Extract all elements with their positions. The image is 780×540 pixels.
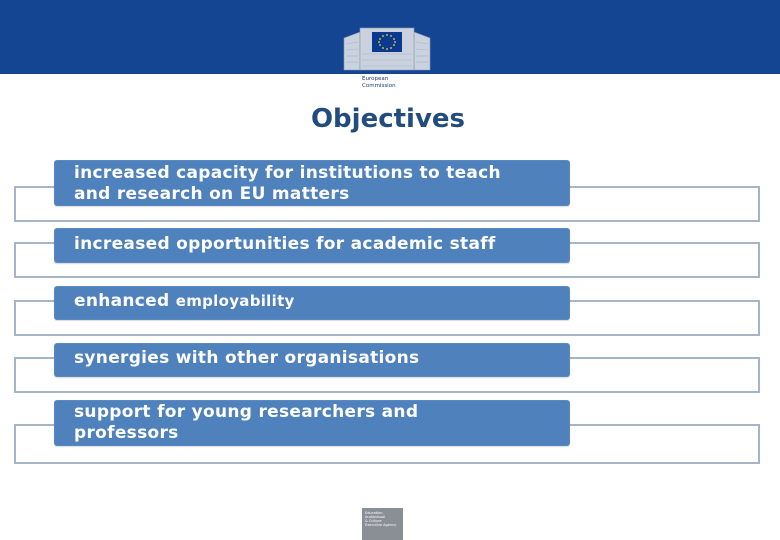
objective-bar <box>54 228 570 263</box>
objective-text-line: support for young researchers and <box>74 402 419 422</box>
logo-text-line: Commission <box>362 82 396 89</box>
slide-title-text: Objectives <box>310 104 466 134</box>
footer-logo-line: Executive Agency <box>365 523 397 527</box>
objective-text: enhanced <box>74 291 176 311</box>
slide-title <box>0 104 780 134</box>
objective-text-line: increased capacity for institutions to teach <box>74 163 501 183</box>
objective-item <box>14 343 760 393</box>
footer-logo-text <box>365 511 403 527</box>
objective-item <box>14 228 760 278</box>
objective-text-small: employability <box>175 292 295 310</box>
footer-logo-line: Education, <box>365 511 384 515</box>
objective-text-line: professors <box>74 423 179 443</box>
footer-logo-line: & Culture <box>365 519 382 523</box>
objective-bar <box>54 160 570 206</box>
objective-text-line: and research on EU matters <box>74 184 350 204</box>
logo-text-line: European <box>362 76 389 82</box>
european-commission-logo <box>338 24 436 96</box>
european-commission-logo-text <box>362 76 432 89</box>
european-commission-building-logo-icon <box>338 24 436 74</box>
objective-text-line: increased opportunities for academic staff <box>74 234 496 254</box>
objective-bar <box>54 343 570 377</box>
eacea-agency-logo-icon <box>362 508 403 540</box>
objective-item <box>14 400 760 466</box>
objective-text-line: synergies with other organisations <box>74 348 420 368</box>
objective-bar <box>54 286 570 320</box>
footer-logo-line: Audiovisual <box>365 515 386 519</box>
objective-bar <box>54 400 570 446</box>
objective-item <box>14 286 760 336</box>
objective-item <box>14 160 760 220</box>
